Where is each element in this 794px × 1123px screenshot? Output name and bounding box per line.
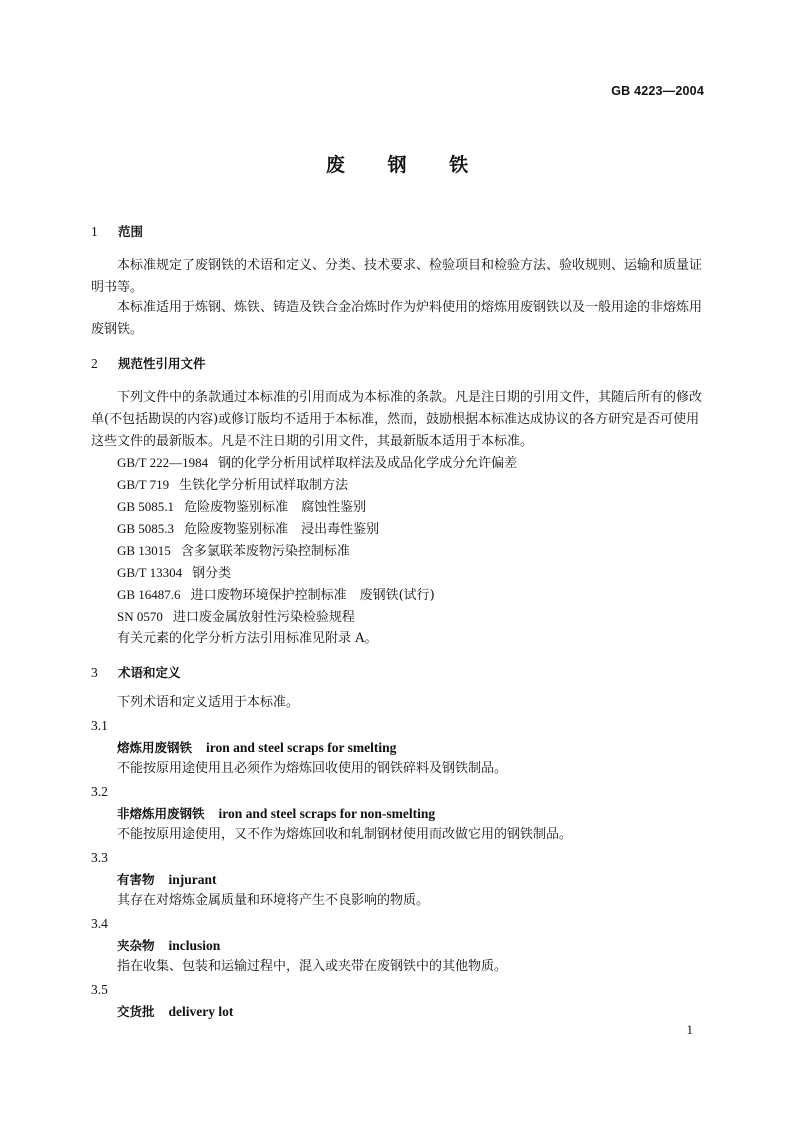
reference-code: GB/T 719 — [117, 477, 170, 492]
term-en: iron and steel scraps for smelting — [206, 740, 397, 755]
reference-item — [117, 474, 348, 497]
term-definition: 不能按原用途使用且必须作为熔炼回收使用的钢铁碎料及钢铁制品。 — [117, 761, 508, 776]
paragraph: 本标准规定了废钢铁的术语和定义、分类、技术要求、检验项目和检验方法、验收规则、运输和质量证明书等。 — [91, 258, 703, 295]
section-title: 规范性引用文件 — [118, 356, 206, 371]
reference-code: SN 0570 — [117, 609, 163, 624]
paragraph: 下列术语和定义适用于本标准。 — [117, 695, 300, 710]
reference-title: 钢的化学分析用试样取样法及成品化学成分允许偏差 — [218, 456, 518, 471]
reference-code: GB/T 222—1984 — [117, 455, 209, 470]
clause-number: 3.3 — [91, 850, 108, 865]
section-number: 2 — [91, 356, 98, 371]
section-1-heading — [91, 222, 143, 240]
term-cn: 夹杂物 — [117, 938, 155, 953]
term-entry — [117, 1002, 233, 1020]
paragraph: 下列文件中的条款通过本标准的引用而成为本标准的条款。凡是注日期的引用文件，其随后所有的修改单(不包括勘误的内容)或修订版均不适用于本标准，然而，鼓励根据本标准达成协议的各方研究是否可使用这些文件的最新版本。凡是不注日期的引用文件，其最新版本适用于本标准。 — [91, 390, 703, 449]
reference-item — [117, 452, 517, 475]
section-number: 3 — [91, 665, 98, 680]
term-cn: 有害物 — [117, 872, 155, 887]
clause-number: 3.2 — [91, 784, 108, 799]
term-en: delivery lot — [168, 1004, 234, 1019]
section-3-heading — [91, 663, 181, 681]
reference-item — [117, 540, 350, 563]
term-cn: 熔炼用废钢铁 — [117, 740, 193, 755]
term-entry — [117, 738, 396, 756]
reference-title: 进口废金属放射性污染检验规程 — [172, 610, 355, 625]
section-2-heading — [91, 354, 206, 372]
reference-item — [117, 562, 231, 585]
reference-title: 钢分类 — [192, 566, 232, 581]
standard-number: GB 4223—2004 — [611, 84, 704, 98]
reference-title: 危险废物鉴别标准 腐蚀性鉴别 — [184, 500, 367, 515]
clause-number: 3.1 — [91, 718, 108, 733]
page-number: 1 — [686, 1022, 693, 1037]
reference-item — [117, 496, 366, 519]
term-en: injurant — [168, 872, 217, 887]
term-en: inclusion — [168, 938, 221, 953]
section-title: 范围 — [118, 224, 144, 239]
page-title: 废 钢 铁 — [325, 154, 487, 176]
term-definition: 指在收集、包装和运输过程中，混入或夹带在废钢铁中的其他物质。 — [117, 959, 508, 974]
reference-code: GB 13015 — [117, 543, 171, 558]
term-cn: 非熔炼用废钢铁 — [117, 806, 205, 821]
term-en: iron and steel scraps for non-smelting — [218, 806, 436, 821]
reference-title: 含多氯联苯废物污染控制标准 — [180, 544, 350, 559]
term-definition: 其存在对熔炼金属质量和环境将产生不良影响的物质。 — [117, 893, 430, 908]
reference-title: 进口废物环境保护控制标准 废钢铁(试行) — [190, 588, 435, 603]
term-definition: 不能按原用途使用，又不作为熔炼回收和轧制钢材使用而改做它用的钢铁制品。 — [117, 827, 573, 842]
reference-item — [117, 606, 355, 629]
reference-item — [117, 518, 379, 541]
reference-code: GB/T 13304 — [117, 565, 183, 580]
reference-note: 有关元素的化学分析方法引用标准见附录 A。 — [117, 631, 378, 646]
section-number: 1 — [91, 224, 98, 239]
reference-title: 生铁化学分析用试样取制方法 — [179, 478, 349, 493]
paragraph: 本标准适用于炼钢、炼铁、铸造及铁合金冶炼时作为炉料使用的熔炼用废钢铁以及一般用途的非熔炼用废钢铁。 — [91, 300, 703, 337]
reference-item — [117, 584, 435, 607]
term-entry — [117, 936, 220, 954]
reference-code: GB 16487.6 — [117, 587, 181, 602]
term-cn: 交货批 — [117, 1004, 155, 1019]
term-entry — [117, 804, 435, 822]
reference-code: GB 5085.1 — [117, 499, 175, 514]
reference-code: GB 5085.3 — [117, 521, 175, 536]
clause-number: 3.5 — [91, 982, 108, 997]
section-title: 术语和定义 — [118, 665, 181, 680]
reference-title: 危险废物鉴别标准 浸出毒性鉴别 — [184, 522, 380, 537]
term-entry — [117, 870, 217, 888]
clause-number: 3.4 — [91, 916, 108, 931]
